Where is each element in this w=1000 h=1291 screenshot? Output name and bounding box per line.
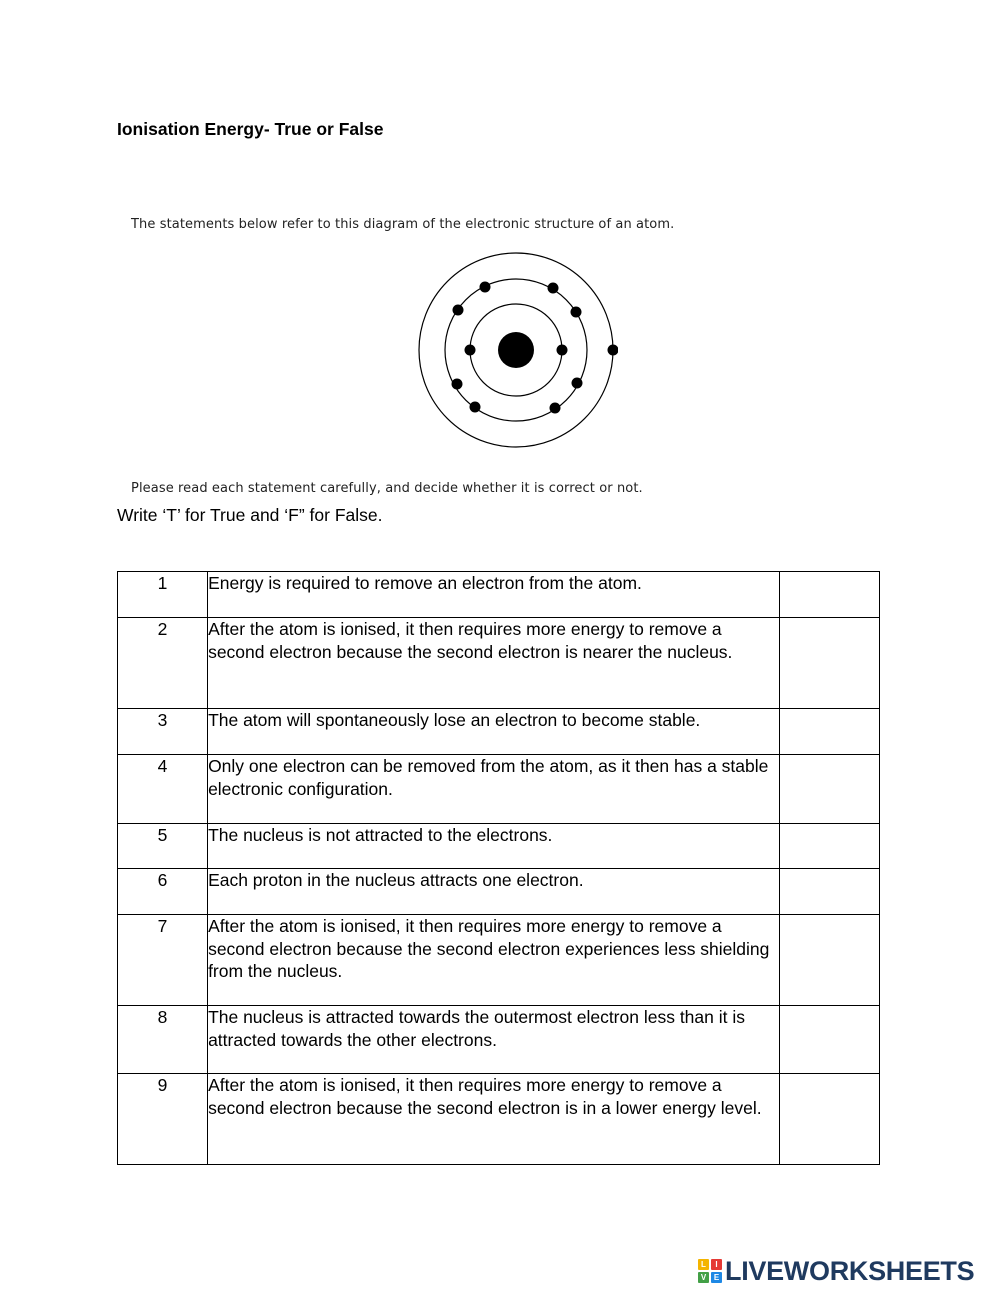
page-title: Ionisation Energy- True or False — [117, 119, 384, 139]
statement-number: 9 — [118, 1074, 208, 1165]
statement-number: 2 — [118, 618, 208, 709]
answer-input[interactable] — [780, 826, 879, 846]
statement-text: The nucleus is attracted towards the outermost electron less than it is attracted towards the other electrons. — [208, 1006, 780, 1074]
logo-text: LIVEWORKSHEETS — [725, 1255, 975, 1286]
statement-number: 3 — [118, 709, 208, 755]
answer-input[interactable] — [780, 917, 879, 937]
answer-input[interactable] — [780, 620, 879, 640]
statement-text: Each proton in the nucleus attracts one electron. — [208, 869, 780, 915]
logo-block: V — [698, 1272, 709, 1283]
atom-diagram — [414, 250, 618, 450]
table-row — [118, 915, 880, 1006]
answer-cell — [779, 755, 879, 824]
answer-cell — [779, 824, 879, 869]
answer-cell — [779, 1074, 879, 1165]
table-row — [118, 1074, 880, 1165]
electron — [453, 305, 464, 316]
table-row — [118, 824, 880, 869]
nucleus — [498, 332, 534, 368]
liveworksheets-logo — [698, 1256, 974, 1286]
answer-cell — [779, 1006, 879, 1074]
statement-text: After the atom is ionised, it then requires more energy to remove a second electron because the second electron is nearer the nucleus. — [208, 618, 780, 709]
statement-number: 1 — [118, 572, 208, 618]
answer-input[interactable] — [780, 757, 879, 777]
logo-block: I — [711, 1259, 722, 1270]
table-row — [118, 869, 880, 915]
answer-cell — [779, 618, 879, 709]
logo-block: L — [698, 1259, 709, 1270]
answer-input[interactable] — [780, 1076, 879, 1096]
instruction-text: Write ‘T’ for True and ‘F” for False. — [117, 505, 383, 525]
statement-text: Only one electron can be removed from the atom, as it then has a stable electronic configuration. — [208, 755, 780, 824]
statement-number: 8 — [118, 1006, 208, 1074]
electron — [465, 345, 476, 356]
statement-number: 5 — [118, 824, 208, 869]
answer-input[interactable] — [780, 574, 879, 594]
electron — [572, 378, 583, 389]
diagram-caption-top: The statements below refer to this diagram of the electronic structure of an atom. — [131, 217, 675, 232]
answer-input[interactable] — [780, 711, 879, 731]
logo-icon — [698, 1259, 722, 1283]
electron — [480, 282, 491, 293]
electron — [548, 283, 559, 294]
statement-number: 7 — [118, 915, 208, 1006]
answer-input[interactable] — [780, 1008, 879, 1028]
statement-number: 4 — [118, 755, 208, 824]
logo-block: E — [711, 1272, 722, 1283]
statement-text: After the atom is ionised, it then requires more energy to remove a second electron because the second electron is in a lower energy level. — [208, 1074, 780, 1165]
answer-cell — [779, 572, 879, 618]
electron — [571, 307, 582, 318]
table-row — [118, 755, 880, 824]
answer-input[interactable] — [780, 871, 879, 891]
electron — [557, 345, 568, 356]
electron — [550, 403, 561, 414]
statement-number: 6 — [118, 869, 208, 915]
table-row — [118, 1006, 880, 1074]
statements-table — [117, 571, 880, 1165]
statement-text: The nucleus is not attracted to the electrons. — [208, 824, 780, 869]
table-row — [118, 572, 880, 618]
answer-cell — [779, 869, 879, 915]
answer-cell — [779, 915, 879, 1006]
diagram-caption-bottom: Please read each statement carefully, and decide whether it is correct or not. — [131, 481, 643, 496]
statement-text: After the atom is ionised, it then requires more energy to remove a second electron because the second electron experiences less shielding from the nucleus. — [208, 915, 780, 1006]
electron — [470, 402, 481, 413]
electron — [452, 379, 463, 390]
table-row — [118, 709, 880, 755]
statement-text: The atom will spontaneously lose an electron to become stable. — [208, 709, 780, 755]
electron — [608, 345, 619, 356]
statement-text: Energy is required to remove an electron from the atom. — [208, 572, 780, 618]
answer-cell — [779, 709, 879, 755]
table-row — [118, 618, 880, 709]
